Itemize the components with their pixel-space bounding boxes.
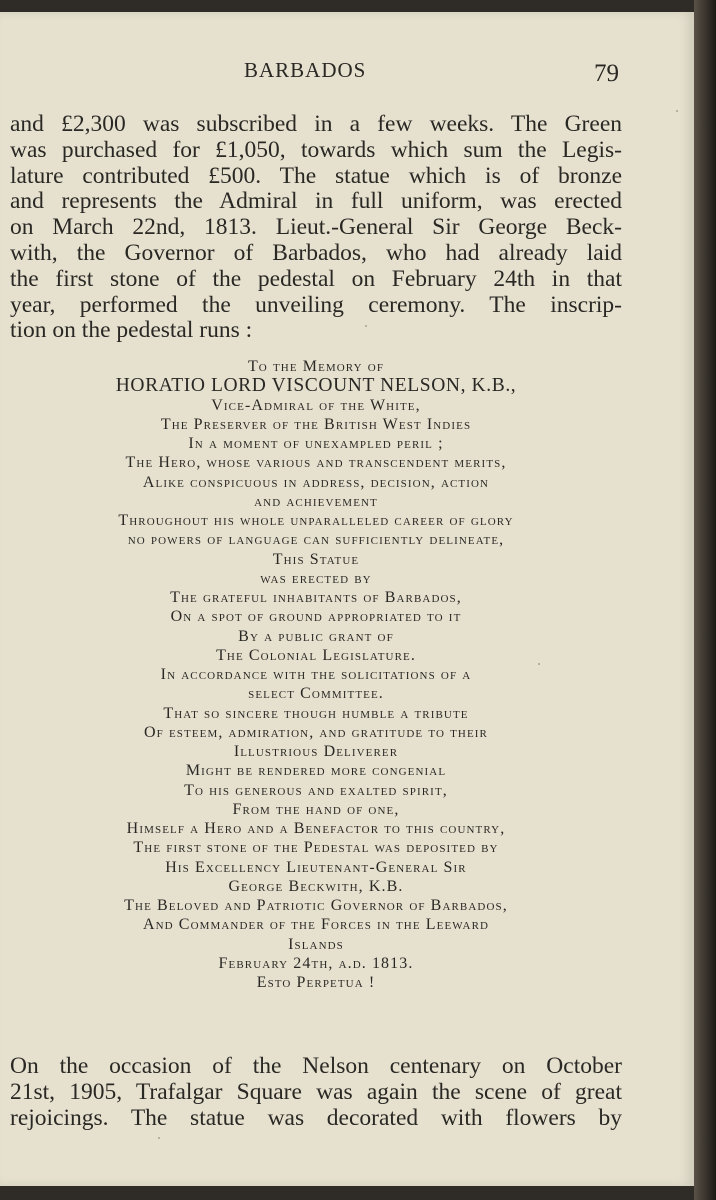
inscription-line: On a spot of ground appropriated to it	[170, 608, 462, 626]
inscription-line: Himself a Hero and a Benefactor to this country,	[126, 820, 506, 837]
inscription-line: select Committee.	[248, 685, 384, 703]
text-line: and £2,300 was subscribed in a few weeks. The Green	[10, 111, 622, 137]
inscription-line: And Commander of the Forces in the Leeward	[142, 916, 490, 934]
book-page	[0, 12, 694, 1186]
text-line: On the occasion of the Nelson centenary on October	[10, 1053, 622, 1079]
inscription-line: was erected by	[260, 569, 372, 587]
inscription-line: Vice-Admiral of the White,	[211, 396, 421, 414]
inscription-line: The Beloved and Patriotic Governor of Barbados,	[124, 897, 508, 914]
text-line: with, the Governor of Barbados, who had already laid	[10, 239, 622, 266]
text-line: was purchased for £1,050, towards which sum the Legis-	[10, 136, 622, 163]
running-head	[0, 58, 694, 88]
paper-speck	[158, 1137, 160, 1139]
book-edge	[694, 0, 716, 1200]
inscription-line: Throughout his whole unparalleled career of glory	[118, 512, 514, 529]
page-number: 79	[594, 60, 619, 87]
inscription-line: The Colonial Legislature.	[216, 646, 416, 664]
inscription-line: George Beckwith, K.B.	[228, 877, 404, 895]
inscription-line: Illustrious Deliverer	[233, 743, 399, 760]
inscription-line: Islands	[288, 935, 344, 953]
inscription-line: That so sincere though humble a tribute	[163, 704, 469, 722]
inscription-line: The Preserver of the British West Indies	[160, 415, 472, 433]
inscription-line: HORATIO LORD VISCOUNT NELSON, K.B.,	[115, 375, 517, 397]
text-line: tion on the pedestal runs :	[10, 317, 253, 344]
inscription-line: The first stone of the Pedestal was deposited by	[133, 839, 499, 857]
text-line: year, performed the unveiling ceremony. The inscrip-	[10, 291, 622, 318]
inscription-line: This Statue	[272, 550, 360, 568]
inscription-line: Alike conspicuous in address, decision, action	[142, 473, 490, 491]
paper-speck	[676, 110, 678, 112]
inscription-line: From the hand of one,	[232, 800, 400, 818]
text-line: and represents the Admiral in full uniform, was erected	[10, 188, 622, 215]
text-line: on March 22nd, 1813. Lieut.-General Sir George Beck-	[10, 214, 622, 241]
inscription-line: The Hero, whose various and transcendent merits,	[125, 454, 507, 472]
inscription-line: To his generous and exalted spirit,	[184, 781, 448, 799]
inscription-line: no powers of language can sufficiently delineate,	[127, 531, 505, 549]
text-line: the first stone of the pedestal on February 24th in that	[10, 265, 622, 292]
running-title: BARBADOS	[244, 58, 367, 82]
paragraph-intro	[10, 112, 622, 344]
inscription-line: To the Memory of	[247, 358, 385, 375]
inscription-line: His Excellency Lieutenant-General Sir	[165, 858, 467, 876]
pedestal-inscription	[10, 357, 622, 992]
inscription-line: The grateful inhabitants of Barbados,	[170, 589, 462, 606]
text-line: 21st, 1905, Trafalgar Square was again the scene of great	[10, 1078, 622, 1105]
paper-speck	[365, 325, 367, 327]
inscription-line: By a public grant of	[238, 627, 394, 645]
paragraph-centenary	[10, 1054, 622, 1131]
inscription-line: In accordance with the solicitations of a	[160, 666, 472, 683]
text-line: rejoicings. The statue was decorated with flowers by	[10, 1104, 622, 1131]
inscription-line: February 24th, a.d. 1813.	[218, 954, 414, 972]
inscription-line: Might be rendered more congenial	[185, 762, 447, 780]
inscription-line: Of esteem, admiration, and gratitude to their	[143, 723, 488, 741]
inscription-line: In a moment of unexampled peril ;	[188, 435, 444, 452]
text-line: lature contributed £500. The statue which is of bronze	[10, 162, 622, 189]
inscription-line: and achievement	[254, 492, 378, 510]
paper-speck	[538, 663, 540, 665]
inscription-line: Esto Perpetua !	[256, 974, 376, 991]
